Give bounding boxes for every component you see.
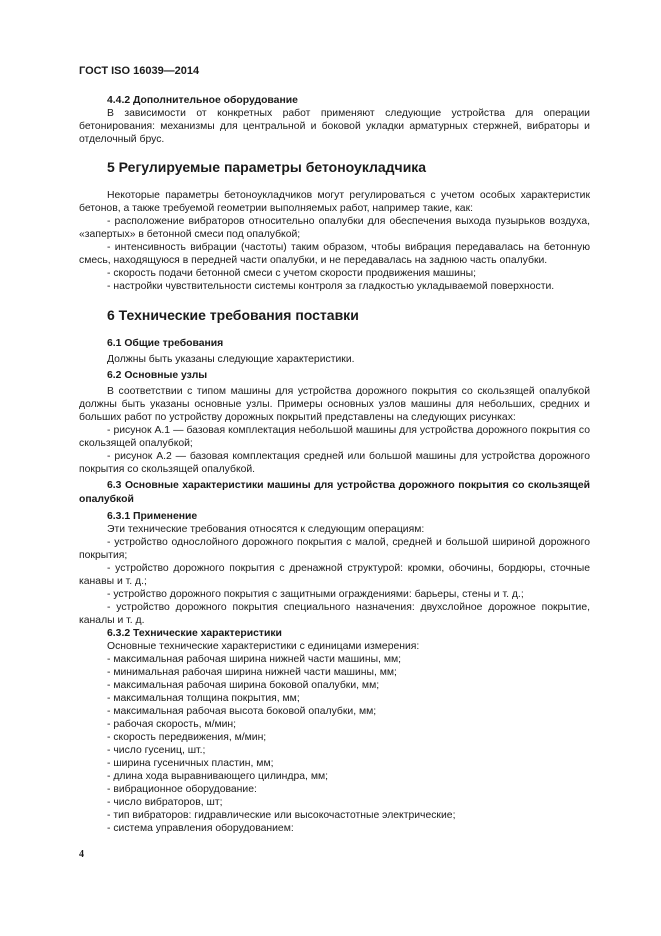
page-number: 4 xyxy=(79,849,84,860)
list-item: - скорость передвижения, м/мин; xyxy=(107,732,267,743)
paragraph: В соответствии с типом машины для устройства дорожного покрытия со скользящей опалубкой должны быть указаны основные узлы. Примеры основных узлов машины для небольших, средних и больших работ по устройству дорожных покрытий представлены на следующих рисунках: xyxy=(79,386,590,423)
list-item: - число вибраторов, шт; xyxy=(107,797,223,808)
section-title: 6.1 Общие требования xyxy=(107,338,224,349)
section-title: 6.3.1 Применение xyxy=(107,511,198,522)
list-item: - расположение вибраторов относительно опалубки для обеспечения выхода пузырьков воздуха, «запертых» в бетонной смеси под опалубкой; xyxy=(79,216,590,240)
section-5-title: 5 Регулируемые параметры бетоноукладчика xyxy=(107,159,427,175)
list-item: - вибрационное оборудование: xyxy=(107,784,257,795)
section-title: 6.3 Основные характеристики машины для устройства дорожного покрытия со скользящей опалубкой xyxy=(79,480,590,505)
list-item: - скорость подачи бетонной смеси с учетом скорости продвижения машины; xyxy=(107,268,477,279)
list-item: - ширина гусеничных пластин, мм; xyxy=(107,758,274,769)
section-6-body xyxy=(79,337,590,835)
list-item: - устройство дорожного покрытия специального назначения: двухслойное дорожное покрытие, каналы и т. д. xyxy=(79,602,590,626)
section-title: 6.3.2 Технические характеристики xyxy=(107,628,282,639)
paragraph: Должны быть указаны следующие характеристики. xyxy=(107,354,355,365)
list-item: - длина хода выравнивающего цилиндра, мм; xyxy=(107,771,328,782)
section-6-title: 6 Технические требования поставки xyxy=(107,307,359,323)
list-item: - настройки чувствительности системы контроля за гладкостью укладываемой поверхности. xyxy=(107,281,555,292)
list-item: - рисунок А.2 — базовая комплектация средней или большой машины для устройства дорожного покрытия со скользящей опалубкой. xyxy=(79,451,590,475)
list-item: - максимальная рабочая ширина нижней части машины, мм; xyxy=(107,654,402,665)
list-item: - максимальная рабочая высота боковой опалубки, мм; xyxy=(107,706,377,717)
list-item: - максимальная рабочая ширина боковой опалубки, мм; xyxy=(107,680,380,691)
list-item: - система управления оборудованием: xyxy=(107,823,294,834)
list-item: - устройство однослойного дорожного покрытия с малой, средней и большой шириной дорожного покрытия; xyxy=(79,537,590,561)
list-item: - интенсивность вибрации (частоты) таким образом, чтобы вибрация передавалась на бетонную смесь, находящуюся в передней части опалубки, и не передавалась на заднюю часть опалубки. xyxy=(79,242,590,266)
section-5-body xyxy=(79,189,590,293)
document-header: ГОСТ ISO 16039—2014 xyxy=(79,65,200,77)
list-item: - число гусениц, шт.; xyxy=(107,745,206,756)
paragraph: В зависимости от конкретных работ применяют следующие устройства для операции бетонирования: механизмы для центральной и боковой укладки арматурных стержней, вибраторы и отделочный брус. xyxy=(79,108,590,145)
list-item: - минимальная рабочая ширина нижней части машины, мм; xyxy=(107,667,397,678)
paragraph: Эти технические требования относятся к следующим операциям: xyxy=(107,524,425,535)
list-item: - устройство дорожного покрытия с защитными ограждениями: барьеры, стены и т. д.; xyxy=(107,589,524,600)
section-title: 6.2 Основные узлы xyxy=(107,370,208,381)
list-item: - рисунок А.1 — базовая комплектация небольшой машины для устройства дорожного покрытия со скользящей опалубкой; xyxy=(79,425,590,449)
paragraph: Некоторые параметры бетоноукладчиков могут регулироваться с учетом особых характеристик бетонов, а также требуемой геометрии выполняемых работ, например такие, как: xyxy=(79,190,590,214)
list-item: - устройство дорожного покрытия с дренажной структурой: кромки, обочины, бордюры, сточные канавы и т. д.; xyxy=(79,563,590,587)
list-item: - максимальная толщина покрытия, мм; xyxy=(107,693,300,704)
paragraph: Основные технические характеристики с единицами измерения: xyxy=(107,641,420,652)
list-item: - тип вибраторов: гидравлические или высокочастотные электрические; xyxy=(107,810,456,821)
section-title: 4.4.2 Дополнительное оборудование xyxy=(107,95,298,106)
section-4-4-2 xyxy=(79,94,590,146)
list-item: - рабочая скорость, м/мин; xyxy=(107,719,237,730)
